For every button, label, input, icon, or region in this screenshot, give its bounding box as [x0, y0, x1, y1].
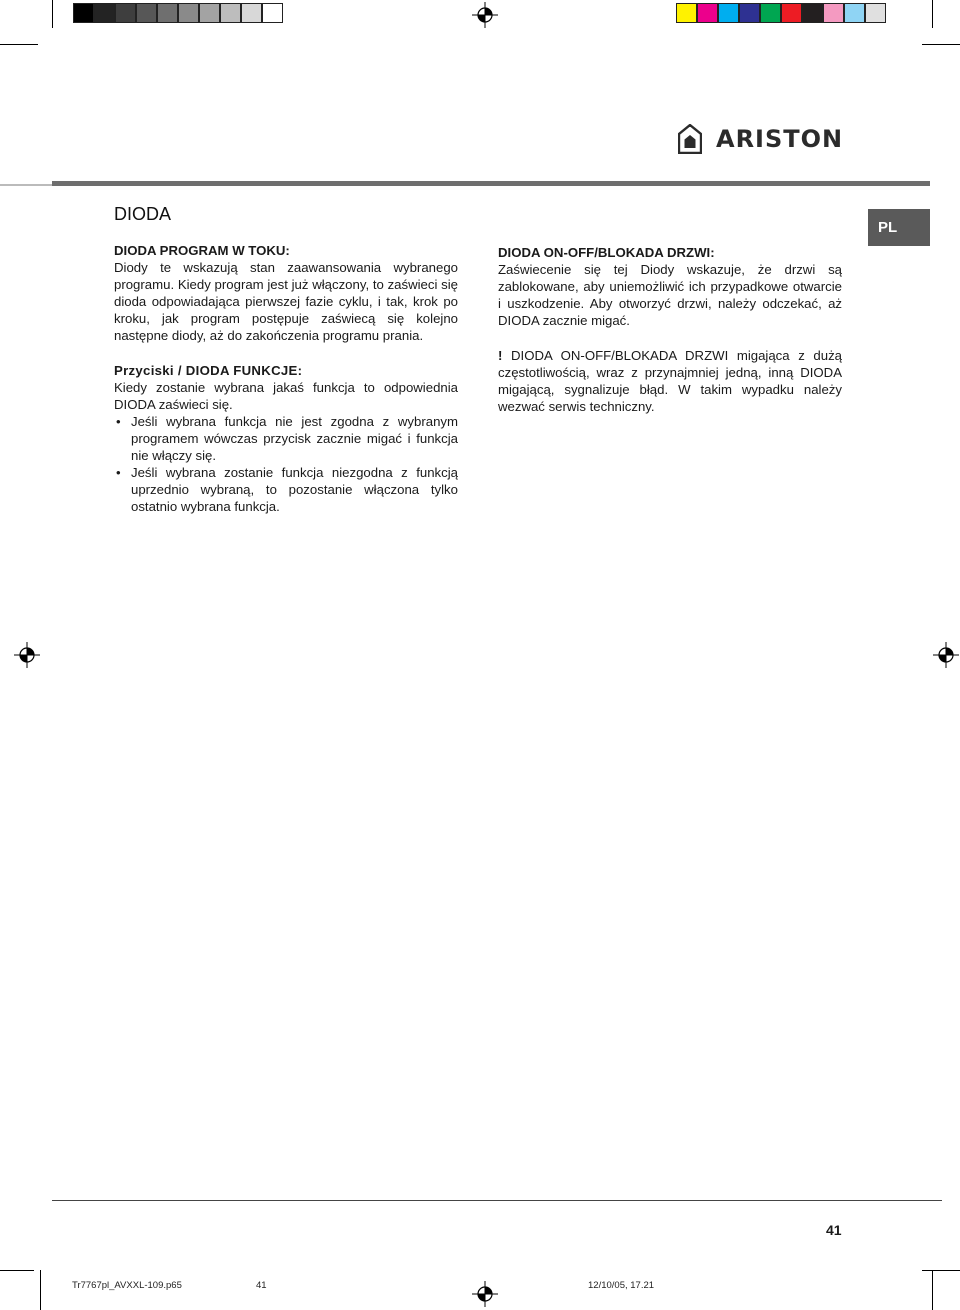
door-lock-text: Zaświecenie się tej Diody wskazuje, że drzwi są zablokowane, aby uniemożliwić ich przypadkowe otwarcie i uszkodzenie. Aby otworzyć drzwi, należy odczekać, aż DIODA zacznie migać.: [498, 262, 842, 328]
color-swatch: [865, 3, 886, 23]
warning-mark: !: [498, 348, 503, 363]
header-rule-left: [0, 184, 52, 186]
list-item: • Jeśli wybrana zostanie funkcja niezgodna z funkcją uprzednio wybraną, to pozostanie włączona tylko ostatnio wybrana funkcja.: [114, 464, 458, 515]
right-column: [498, 244, 842, 415]
gray-swatch: [94, 3, 115, 23]
door-lock-title: DIODA ON-OFF/BLOKADA DRZWI:: [498, 245, 715, 260]
warning-paragraph: [498, 347, 842, 415]
language-badge: PL: [868, 209, 930, 246]
registration-mark-top-icon: [472, 2, 498, 28]
page-number: 41: [826, 1222, 842, 1238]
left-column: [114, 242, 458, 515]
functions-title: Przyciski / DIODA FUNKCJE:: [114, 363, 303, 378]
section-title: DIODA: [114, 204, 172, 224]
crop-mark-bottom-left-h: [0, 1270, 34, 1271]
gray-swatch: [136, 3, 157, 23]
program-text: Diody te wskazują stan zaawansowania wybranego programu. Kiedy program jest już włączony, to zaświeci się dioda odpowiadająca pierwszej fazie cyklu, i tak, krok po kroku, jak program postępuje zaświecą się kolejno następne diody, aż do zakończenia programu prania.: [114, 260, 458, 343]
brand-name: ARISTON: [716, 125, 844, 153]
gray-swatch: [178, 3, 199, 23]
crop-mark-bottom-right-v: [932, 1270, 933, 1310]
registration-mark-right-icon: [933, 642, 959, 668]
color-swatch: [781, 3, 802, 23]
registration-mark-bottom-icon: [472, 1281, 498, 1307]
crop-mark-top-right-h: [922, 44, 960, 45]
color-swatch: [823, 3, 844, 23]
gray-swatch: [199, 3, 220, 23]
house-logo-icon: [678, 124, 702, 154]
slug-page: 41: [256, 1280, 267, 1291]
header-rule: [52, 181, 930, 186]
crop-mark-bottom-right-h: [922, 1270, 960, 1271]
gray-swatch: [157, 3, 178, 23]
gray-swatch: [115, 3, 136, 23]
color-swatch: [676, 3, 697, 23]
footer-rule: [52, 1200, 942, 1201]
functions-bullet-list: [114, 413, 458, 515]
gray-swatch: [241, 3, 262, 23]
color-swatch: [739, 3, 760, 23]
color-swatch: [802, 3, 823, 23]
color-swatch: [718, 3, 739, 23]
gray-swatch: [262, 3, 283, 23]
brand-logo: [678, 124, 843, 154]
crop-mark-top-left-v: [52, 0, 53, 28]
program-title: DIODA PROGRAM W TOKU:: [114, 243, 290, 258]
registration-mark-left-icon: [14, 642, 40, 668]
functions-text: Kiedy zostanie wybrana jakaś funkcja to odpowiednia DIODA zaświeci się.: [114, 380, 458, 412]
color-swatch: [760, 3, 781, 23]
warning-text: DIODA ON-OFF/BLOKADA DRZWI migająca z dużą częstotliwością, wraz z przynajmniej jedną, inną DIODA migającą, sygnalizuje błąd. W takim wypadku należy wezwać serwis techniczny.: [498, 348, 842, 414]
gray-swatch: [73, 3, 94, 23]
slug-file-name: Tr7767pl_AVXXL-109.p65: [72, 1280, 182, 1291]
color-swatch: [697, 3, 718, 23]
crop-mark-top-left-h: [0, 44, 38, 45]
color-swatch: [844, 3, 865, 23]
list-item: • Jeśli wybrana funkcja nie jest zgodna z wybranym programem wówczas przycisk zacznie migać i funkcja nie włączy się.: [114, 413, 458, 464]
crop-mark-bottom-left-v: [40, 1270, 41, 1310]
gray-swatch: [220, 3, 241, 23]
crop-mark-top-right-v: [932, 0, 933, 28]
slug-date: 12/10/05, 17.21: [588, 1280, 655, 1291]
